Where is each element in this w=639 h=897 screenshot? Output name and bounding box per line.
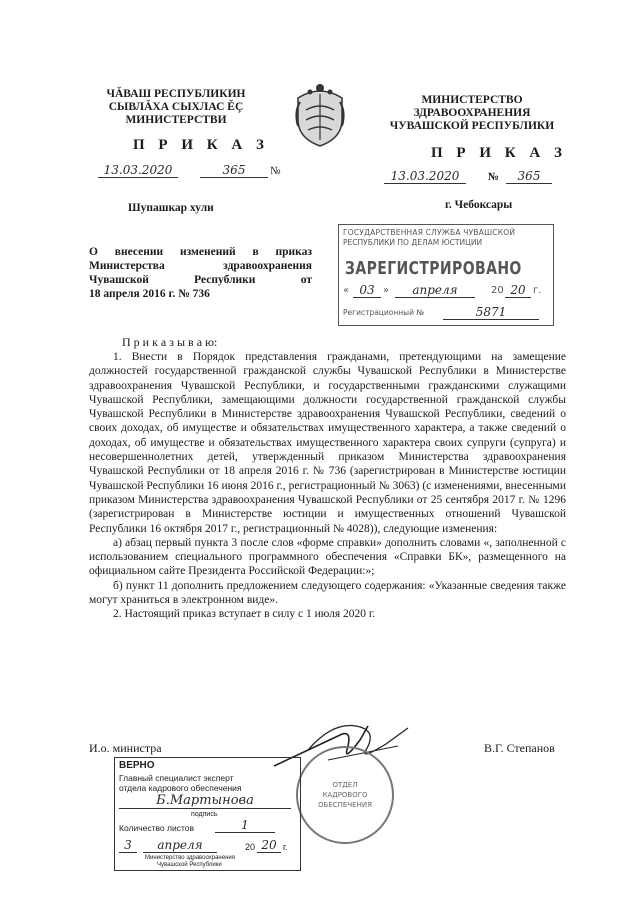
paragraph-1: 1. Внести в Порядок представления гражданами, претендующими на замещение должностей государственной гражданской службы Чувашской Республики в Министерстве здравоохранения Чувашской Республики, и государственными гражданскими служащими Чувашской Республики, замещающими должности государственной гражданской службы Чувашской Республики в Министерстве здравоохранения Чувашской Республики, сведений о своих доходах, об имуществе и обязательствах имущественного характера, а также сведений о доходах, об имуществе и обязательствах имущественного характера своих супруги (супруга) и несовершеннолетних детей, утвержденный приказом Министерства здравоохранения Чувашской Республики от 18 апреля 2016 г. № 736 (зарегистрирован в Министерстве юстиции Чувашской Республики 16 июня 2016 г., регистрационный № 3063) (с изменениями, внесенными приказом Министерства здравоохранения Чувашской Республики от 25 сентября 2017 г. № 1296 (зарегистрирован в Министерстве юстиции и имущественных отношений Чувашской Республики 16 октября 2017 г., регистрационный № 4028)), следующие изменения:	[89, 351, 566, 535]
header-right	[382, 94, 562, 133]
emblem	[292, 80, 348, 150]
paragraph-4: 2. Настоящий приказ вступает в силу с 1 июля 2020 г.	[113, 608, 376, 621]
reg-stamp-line1: ГОСУДАРСТВЕННАЯ СЛУЖБА ЧУВАШСКОЙ	[343, 228, 516, 237]
order-word-left: П Р И К А З	[133, 137, 269, 153]
reg-month: апреля	[395, 283, 475, 298]
verno-signature: Б.Мартынова	[119, 793, 291, 809]
verno-position-1: Главный специалист эксперт	[119, 773, 234, 783]
reg-stamp-title: ЗАРЕГИСТРИРОВАНО	[345, 259, 522, 279]
city-right: г. Чебоксары	[445, 199, 513, 211]
order-line-right	[384, 169, 574, 187]
reg-year-prefix: 20	[491, 285, 504, 296]
paragraph-2: а) абзац первый пункта 3 после слов «форме справки» дополнить словами «, заполненной с использованием специального программного обеспечения «Справки БК», размещенного на официальном сайте Президента Российской Федерации:»;	[89, 536, 566, 578]
header-left-line1: ЧĂВАШ РЕСПУБЛИКИН	[106, 88, 246, 100]
reg-quote-open: «	[343, 285, 350, 296]
round-seal	[296, 746, 394, 844]
verno-date-day: 3	[119, 838, 137, 853]
verno-stamp	[114, 757, 301, 871]
subject-line3: Чувашской Республики от	[89, 274, 312, 286]
reg-number-row	[343, 305, 547, 321]
subject-line2: Министерства здравоохранения	[89, 260, 312, 272]
seal-line2: КАДРОВОГО	[322, 791, 368, 799]
seal-line3: ОБЕСПЕЧЕНИЯ	[318, 801, 372, 809]
reg-day: 03	[353, 283, 381, 298]
verno-date	[119, 838, 295, 854]
reg-stamp-line2: РЕСПУБЛИКИ ПО ДЕЛАМ ЮСТИЦИИ	[343, 238, 483, 247]
reg-number: 5871	[443, 305, 539, 320]
coat-of-arms-icon	[292, 80, 348, 150]
subject-line1: О внесении изменений в приказ	[89, 246, 312, 258]
header-left-line3: МИНИСТЕРСТВИ	[125, 114, 227, 126]
number-sign-right: №	[488, 171, 500, 183]
verno-org-2: Чувашской Республики	[157, 862, 222, 868]
order-line-left	[98, 163, 288, 181]
verno-year-suffix: 20	[257, 838, 281, 853]
verno-date-month: апреля	[143, 838, 217, 853]
order-word-right: П Р И К А З	[431, 145, 567, 161]
city-left: Шупашкар хули	[128, 202, 214, 214]
header-right-line2: ЗДРАВООХРАНЕНИЯ	[413, 107, 531, 119]
document-body	[89, 350, 566, 622]
registration-stamp	[338, 224, 554, 326]
subject-line4: 18 апреля 2016 г. № 736	[89, 288, 210, 300]
header-left-line2: СЫВЛĂХА СЫХЛАС ĔÇ	[108, 101, 244, 113]
verno-sheets-label: Количество листов	[119, 823, 195, 833]
reg-year-suffix: 20	[505, 283, 531, 298]
header-left	[88, 88, 264, 127]
reg-stamp-date	[343, 283, 547, 299]
verno-year-prefix: 20	[245, 842, 256, 852]
order-date-left: 13.03.2020	[98, 163, 178, 178]
verno-position-2: отдела кадрового обеспечения	[119, 783, 242, 793]
seal-line1: ОТДЕЛ	[332, 781, 358, 789]
order-number-right: 365	[506, 169, 552, 184]
verno-sheets-value: 1	[215, 818, 275, 833]
order-number-left: 365	[200, 163, 268, 178]
reg-number-label: Регистрационный №	[343, 308, 425, 317]
verno-org-1: Министерство здравоохранения	[145, 855, 235, 861]
number-sign-left: №	[270, 165, 281, 177]
verno-title: ВЕРНО	[119, 760, 155, 771]
reg-year-g: г.	[533, 285, 542, 296]
reg-quote-close: »	[383, 285, 390, 296]
signatory-role: И.о. министра	[89, 741, 162, 755]
paragraph-3: б) пункт 11 дополнить предложением следующего содержания: «Указанные сведения также могут храниться в электронном виде».	[89, 579, 566, 607]
verno-year-g: г.	[283, 842, 288, 852]
order-date-right: 13.03.2020	[384, 169, 466, 184]
document-subject	[89, 245, 312, 301]
signatory-name: В.Г. Степанов	[484, 741, 555, 755]
header-right-line1: МИНИСТЕРСТВО	[421, 94, 523, 106]
header-right-line3: ЧУВАШСКОЙ РЕСПУБЛИКИ	[389, 120, 555, 132]
order-intro: П р и к а з ы в а ю:	[122, 335, 218, 349]
verno-signature-label: подпись	[191, 811, 218, 818]
